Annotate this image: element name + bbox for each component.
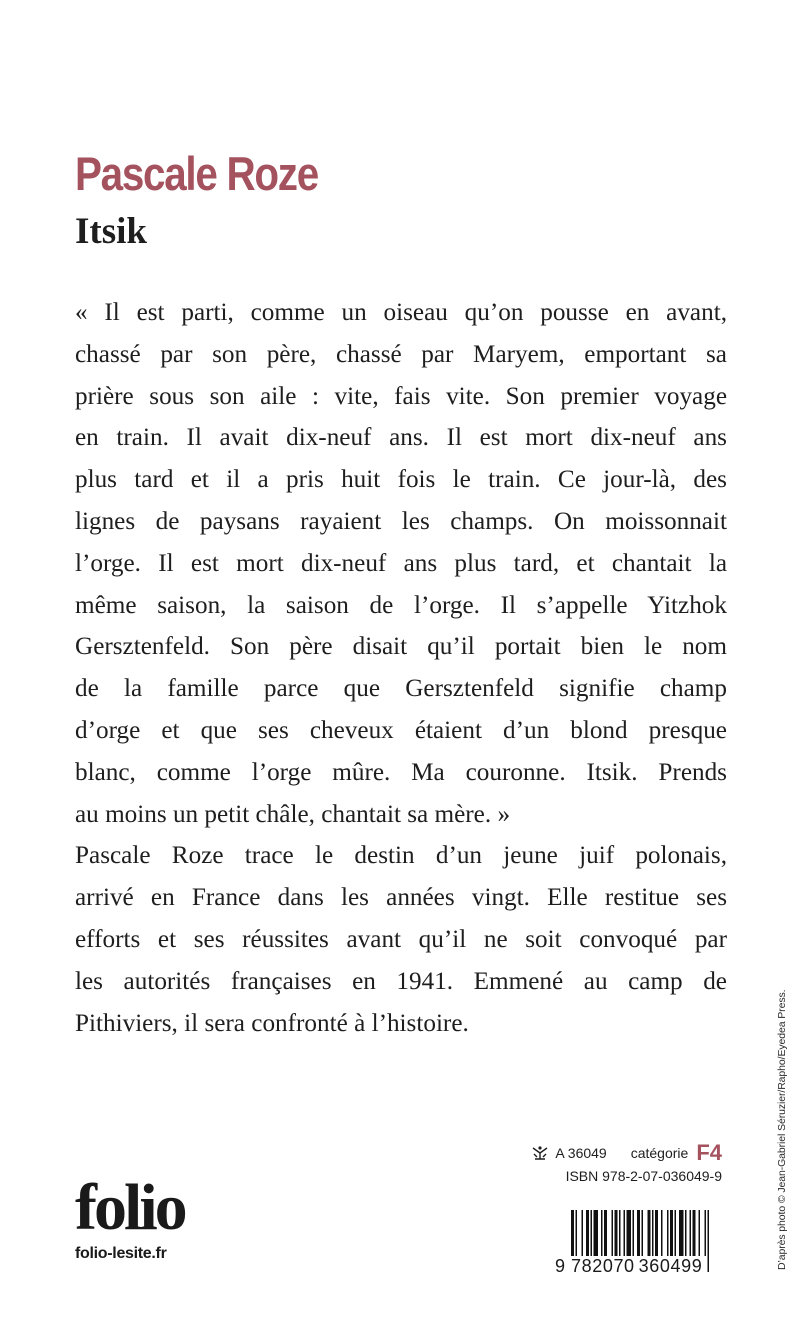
barcode — [555, 1210, 725, 1278]
barcode-bar — [679, 1210, 684, 1256]
publisher-block — [75, 1171, 185, 1263]
catalog-codes — [522, 1140, 722, 1184]
quote-paragraph — [75, 292, 727, 835]
barcode-bar — [624, 1210, 626, 1256]
barcode-bar — [675, 1210, 677, 1256]
barcode-bar — [652, 1210, 654, 1256]
barcode-bar — [615, 1210, 618, 1256]
quote-line: lignes de paysans rayaient les champs. On moissonnait — [75, 507, 727, 535]
back-cover-text — [75, 292, 727, 1044]
quote-line: au moins un petit châle, chantait sa mère. » — [75, 800, 511, 828]
barcode-bar — [699, 1210, 701, 1256]
summary-line: efforts et ses réussites avant qu’il ne soit convoqué par — [75, 925, 727, 953]
barcode-bar — [594, 1210, 599, 1256]
barcode-bar — [690, 1210, 692, 1256]
summary-line: Pascale Roze trace le destin d’un jeune juif polonais, — [75, 842, 727, 870]
barcode-group-left: 782070 — [571, 1256, 635, 1276]
barcode-bar — [633, 1210, 635, 1256]
quote-line: de la famille parce que Gersztenfeld signifie champ — [75, 675, 727, 703]
barcode-lead-digit: 9 — [555, 1256, 566, 1276]
isbn: ISBN 978-2-07-036049-9 — [565, 1168, 722, 1184]
summary-line: Pithiviers, il sera confronté à l’histoire. — [75, 1009, 469, 1037]
barcode-bar — [670, 1210, 673, 1256]
category-value: F4 — [696, 1140, 722, 1165]
quote-line: plus tard et il a pris huit fois le train. Ce jour-là, des — [75, 466, 727, 494]
barcode-bar — [601, 1210, 603, 1256]
gallimard-mark-icon — [531, 1145, 549, 1161]
barcode-bar — [582, 1210, 584, 1256]
reference-number: A 36049 — [555, 1145, 607, 1161]
barcode-bar — [693, 1210, 696, 1256]
publisher-website: folio-lesite.fr — [75, 1245, 167, 1262]
author-name: Pascale Roze — [75, 147, 318, 200]
quote-line: Gersztenfeld. Son père disait qu’il portait bien le nom — [75, 633, 727, 661]
barcode-bar — [661, 1210, 663, 1256]
barcode-bar — [604, 1210, 607, 1256]
quote-line: « Il est parti, comme un oiseau qu’on pousse en avant, — [75, 299, 727, 326]
quote-line: l’orge. Il est mort dix-neuf ans plus tard, et chantait la — [75, 549, 727, 577]
quote-line: même saison, la saison de l’orge. Il s’appelle Yitzhok — [75, 591, 727, 619]
summary-line: arrivé en France dans les années vingt. Elle restitue ses — [75, 884, 727, 912]
barcode-bar — [619, 1210, 621, 1256]
barcode-bar — [667, 1210, 669, 1256]
summary-line: les autorités françaises en 1941. Emmené au camp de — [75, 967, 727, 995]
quote-line: prière sous son aile : vite, fais vite. Son premier voyage — [75, 382, 727, 410]
reference-row — [522, 1140, 722, 1166]
barcode-bar — [586, 1210, 589, 1256]
barcode-digits — [555, 1256, 725, 1277]
barcode-bar — [627, 1210, 632, 1256]
barcode-bar — [648, 1210, 651, 1256]
quote-line: chassé par son père, chassé par Maryem, emportant sa — [75, 340, 727, 368]
folio-logo: folio — [75, 1171, 185, 1244]
quote-line: blanc, comme l’orge mûre. Ma couronne. Itsik. Prends — [75, 758, 727, 786]
summary-paragraph — [75, 835, 727, 1044]
barcode-bar — [591, 1210, 593, 1256]
barcode-bar — [612, 1210, 614, 1256]
quote-line: d’orge et que ses cheveux étaient d’un blond presque — [75, 716, 727, 744]
book-title: Itsik — [75, 211, 147, 252]
barcode-bar — [655, 1210, 658, 1256]
barcode-bar — [685, 1210, 687, 1256]
photo-credit: D’après photo © Jean-Gabriel Séruzier/Rapho/Eyedea Press. — [776, 989, 788, 1270]
barcode-bar — [705, 1210, 707, 1256]
barcode-group-right: 360499 — [638, 1256, 703, 1276]
category-label: catégorie — [630, 1145, 689, 1161]
quote-line: en train. Il avait dix-neuf ans. Il est mort dix-neuf ans — [75, 424, 727, 452]
